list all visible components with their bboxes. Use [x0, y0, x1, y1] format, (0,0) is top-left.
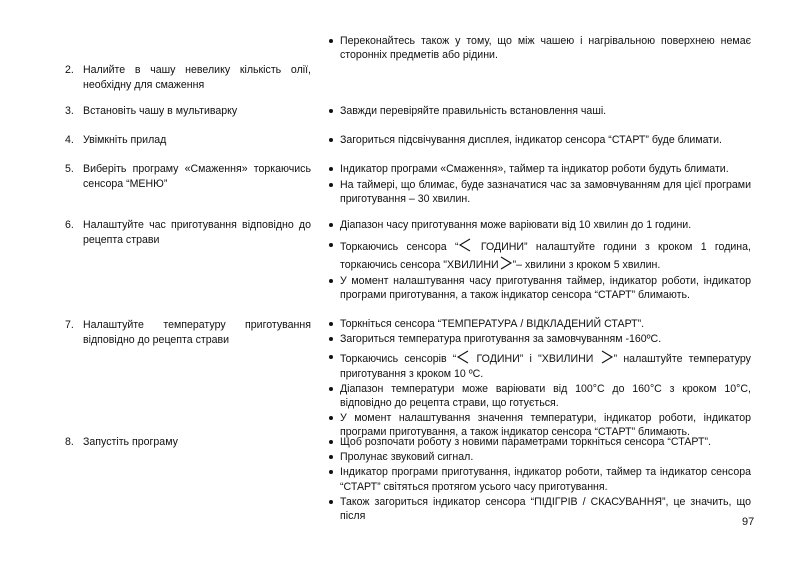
- step-5: [65, 162, 313, 191]
- page-number: 97: [742, 516, 755, 528]
- note-item: Діапазон часу приготування може варіювати від 10 хвилин до 1 години.: [327, 218, 751, 232]
- step-text: Налаштуйте час приготування відповідно до рецепта страви: [83, 219, 311, 246]
- step-number: 4.: [65, 134, 74, 146]
- note-item: Переконайтесь також у тому, що між чашею і нагрівальною поверхнею немає сторонніх предметів або рідини.: [327, 34, 751, 62]
- step-text: Увімкніть прилад: [83, 134, 167, 146]
- triangle-left-icon: [458, 238, 472, 252]
- note-item: Торкніться сенсора “ТЕМПЕРАТУРА / ВІДКЛАДЕНИЙ СТАРТ”.: [327, 317, 751, 331]
- notes-step-4: [327, 133, 751, 147]
- step-number: 3.: [65, 105, 74, 117]
- note-item: Також загориться індикатор сенсора “ПІДІГРІВ / СКАСУВАННЯ”, це значить, що після: [327, 495, 751, 523]
- note-item: Індикатор програми приготування, індикатор роботи, таймер та індикатор сенсора “СТАРТ” світяться протягом усього часу приготування.: [327, 465, 751, 493]
- notes-step-8: [327, 435, 751, 523]
- note-text: ГОДИНИ” і "ХВИЛИНИ: [470, 353, 600, 366]
- note-item: Загориться підсвічування дисплея, індикатор сенсора “СТАРТ” буде блимати.: [327, 133, 751, 147]
- note-item: [327, 350, 751, 380]
- triangle-right-icon: [499, 256, 513, 270]
- step-text: Запустіть програму: [83, 436, 178, 448]
- note-text: ГОДИНИ” налаштуйте години з кроком 1 година, торкаючись сенсора "ХВИЛИНИ: [340, 241, 751, 272]
- note-item: Діапазон температури може варіювати від 100°С до 160°С з кроком 10°С, відповідно до рецепта страви, що готується.: [327, 382, 751, 410]
- step-text: Виберіть програму «Смаження» торкаючись сенсора “МЕНЮ”: [83, 163, 311, 190]
- step-number: 6.: [65, 219, 74, 231]
- notes-step-7: [327, 317, 751, 440]
- step-8: [65, 435, 313, 450]
- notes-step-5: [327, 162, 751, 207]
- notes-step-1: [327, 34, 751, 62]
- step-7: [65, 318, 313, 347]
- step-number: 5.: [65, 163, 74, 175]
- step-4: [65, 133, 313, 148]
- step-2: [65, 63, 313, 92]
- note-item: Щоб розпочати роботу з новими параметрами торкніться сенсора “СТАРТ”.: [327, 435, 751, 449]
- step-text: Налаштуйте температуру приготування відповідно до рецепта страви: [83, 319, 311, 346]
- step-number: 2.: [65, 64, 74, 76]
- step-number: 8.: [65, 436, 74, 448]
- step-3: [65, 104, 313, 119]
- note-text: ”– хвилини з кроком 5 хвилин.: [512, 259, 661, 272]
- step-number: 7.: [65, 319, 74, 331]
- note-item: Загориться температура приготування за замовчуванням -160ºС.: [327, 332, 751, 346]
- note-item: Індикатор програми «Смаження», таймер та індикатор роботи будуть блимати.: [327, 162, 751, 176]
- step-text: Встановіть чашу в мультиварку: [83, 105, 238, 117]
- notes-step-3: [327, 104, 751, 118]
- triangle-right-icon: [600, 350, 614, 364]
- note-text: Торкаючись сенсора “: [340, 241, 459, 254]
- step-text: Налийте в чашу невелику кількість олії, необхідну для смаження: [83, 64, 311, 91]
- note-item: У момент налаштування значення температури, індикатор роботи, індикатор програми приготування, а також індикатор сенсора “СТАРТ” блимають.: [327, 411, 751, 439]
- note-text: ” налаштуйте температуру приготування з кроком 10 ºС.: [340, 353, 751, 380]
- note-item: Пролунає звуковий сигнал.: [327, 450, 751, 464]
- note-item: У момент налаштування часу приготування таймер, індикатор роботи, індикатор програми приготування, а також індикатор сенсора “СТАРТ” блимають.: [327, 274, 751, 302]
- note-item: Завжди перевіряйте правильність встановлення чаші.: [327, 104, 751, 118]
- note-item: На таймері, що блимає, буде зазначатися час за замовчуванням для цієї програми приготування – 30 хвилин.: [327, 178, 751, 206]
- triangle-left-icon: [456, 350, 470, 364]
- note-item: [327, 238, 751, 274]
- step-6: [65, 218, 313, 247]
- notes-step-6: [327, 218, 751, 303]
- note-text: Торкаючись сенсорів “: [340, 353, 457, 366]
